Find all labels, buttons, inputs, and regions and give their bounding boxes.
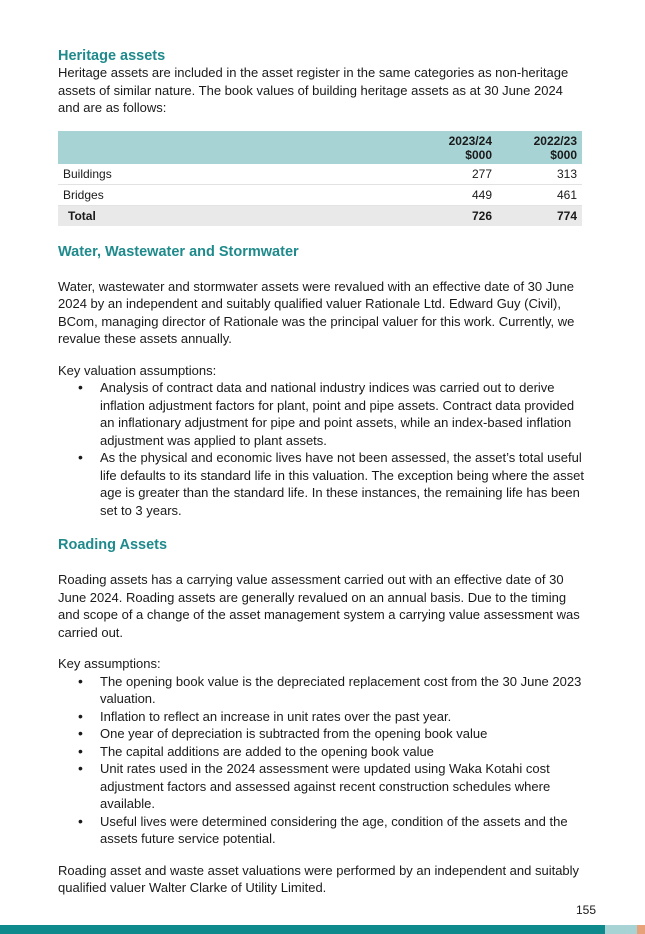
- table-header-row: [58, 131, 582, 164]
- footer-bar: [0, 925, 645, 934]
- list-item: • The opening book value is the depreciated replacement cost from the 30 June 2023 valuation.: [100, 673, 586, 708]
- roading-paragraph: Roading assets has a carrying value assessment carried out with an effective date of 30 June 2024. Roading assets are generally revalued on an annual basis. Due to the timing and scope of a change of the asset management system a carrying value assessment was carried out.: [58, 572, 580, 640]
- water-paragraph: Water, wastewater and stormwater assets were revalued with an effective date of 30 June 2024 by an independent and suitably qualified valuer Rationale Ltd. Edward Guy (Civil), BCom, managing director of Rationale was the principal valuer for this work. Currently, we revalue these assets annually.: [58, 278, 575, 346]
- list-item: • Unit rates used in the 2024 assessment were updated using Waka Kotahi cost adjustment factors and assessed against recent construction schedules where available.: [100, 760, 586, 813]
- heritage-heading: Heritage assets: [58, 48, 166, 64]
- total-value-2023-24: 726: [412, 205, 497, 226]
- row-label: Buildings: [58, 164, 412, 185]
- total-value-2022-23: 774: [497, 205, 582, 226]
- roading-assumptions-label: Key assumptions:: [58, 656, 161, 671]
- header-blank: [58, 131, 412, 164]
- list-item: • Useful lives were determined considering the age, condition of the assets and the assets future service potential.: [100, 813, 586, 848]
- page-content: [58, 48, 586, 897]
- header-year: 2022/23: [533, 133, 577, 148]
- roading-assumptions-list: [58, 673, 586, 848]
- row-value-2022-23: 313: [497, 164, 582, 185]
- header-unit: $000: [465, 147, 492, 162]
- table-total-row: [58, 205, 582, 226]
- table-row: [58, 164, 582, 185]
- footer-bar-accent: [637, 925, 645, 934]
- header-2022-23: [497, 131, 582, 164]
- row-value-2023-24: 277: [412, 164, 497, 185]
- header-unit: $000: [550, 147, 577, 162]
- water-assumptions-label: Key valuation assumptions:: [58, 362, 217, 378]
- row-label: Bridges: [58, 184, 412, 205]
- list-item: • Inflation to reflect an increase in unit rates over the past year.: [100, 708, 586, 726]
- heritage-intro: Heritage assets are included in the asset register in the same categories as non-heritage assets of similar nature. The book values of building heritage assets as at 30 June 2024 and are as follows:: [58, 65, 569, 115]
- water-assumptions-list: [58, 379, 586, 519]
- row-value-2022-23: 461: [497, 184, 582, 205]
- footer-bar-light: [605, 925, 637, 934]
- list-item: • The capital additions are added to the opening book value: [100, 743, 586, 761]
- total-label: Total: [58, 205, 412, 226]
- row-value-2023-24: 449: [412, 184, 497, 205]
- roading-closing-paragraph: Roading asset and waste asset valuations were performed by an independent and suitably qualified valuer Walter Clarke of Utility Limited.: [58, 862, 580, 895]
- roading-heading: Roading Assets: [58, 537, 168, 553]
- page-number: 155: [575, 903, 596, 917]
- heritage-table: [58, 131, 582, 226]
- list-item: • Analysis of contract data and national industry indices was carried out to derive inflation adjustment factors for plant, point and pipe assets. Contract data provided an inflationary adjustment for pipe and point assets, while an index-based inflation adjustment was applied to plant assets.: [100, 379, 586, 449]
- water-heading: Water, Wastewater and Stormwater: [58, 243, 299, 260]
- list-item: • One year of depreciation is subtracted from the opening book value: [100, 725, 586, 743]
- footer-bar-main: [0, 925, 605, 934]
- list-item: • As the physical and economic lives have not been assessed, the asset’s total useful life defaults to its standard life in this valuation. The exception being where the asset age is greater than the standard life. In these instances, the remaining life has been set to 3 years.: [100, 449, 586, 519]
- table-row: [58, 184, 582, 205]
- header-year: 2023/24: [448, 133, 492, 148]
- header-2023-24: [412, 131, 497, 164]
